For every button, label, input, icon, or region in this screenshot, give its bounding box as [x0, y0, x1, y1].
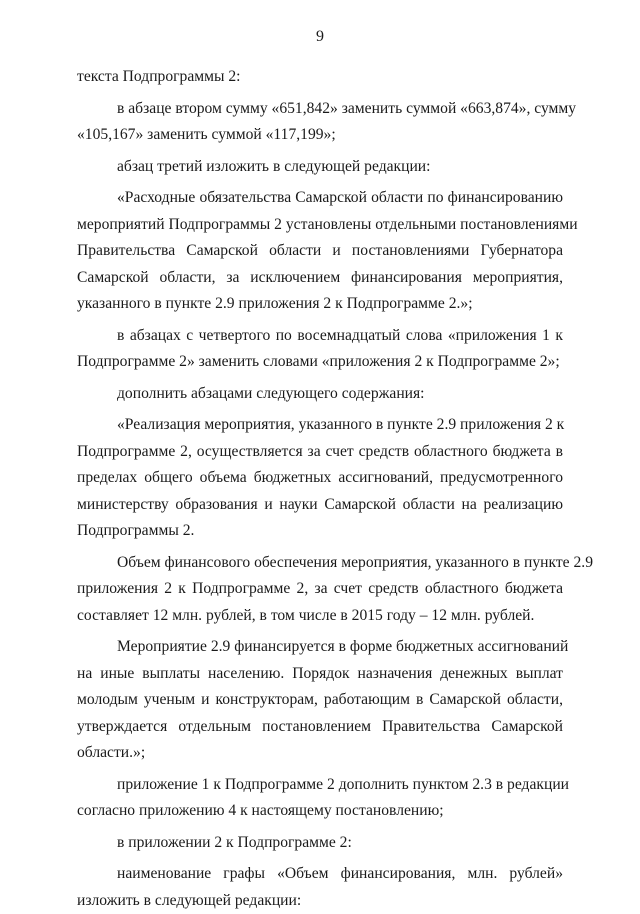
paragraph: [77, 861, 563, 914]
paragraph-line: изложить в следующей редакции:: [77, 888, 563, 914]
paragraph-line: области.»;: [77, 740, 563, 767]
paragraph-line: пределах общего объема бюджетных ассигнований, предусмотренного: [77, 465, 563, 492]
paragraph-line: Правительства Самарской области и постановлениями Губернатора: [77, 238, 563, 265]
paragraph-line: «Реализация мероприятия, указанного в пункте 2.9 приложения 2 к: [77, 412, 563, 439]
paragraph: [77, 412, 563, 545]
paragraph-line: мероприятий Подпрограммы 2 установлены отдельными постановлениями: [77, 212, 563, 239]
paragraph-line: приложения 2 к Подпрограмме 2, за счет средств областного бюджета: [77, 576, 563, 603]
paragraph-line: Подпрограмме 2» заменить словами «приложения 2 к Подпрограмме 2»;: [77, 349, 563, 376]
paragraph-line: «105,167» заменить суммой «117,199»;: [77, 122, 563, 149]
paragraph-line: абзац третий изложить в следующей редакции:: [77, 154, 563, 181]
paragraph: [77, 64, 563, 91]
paragraph-line: согласно приложению 4 к настоящему постановлению;: [77, 798, 563, 825]
paragraph-line: министерству образования и науки Самарской области на реализацию: [77, 492, 563, 519]
paragraph: [77, 154, 563, 181]
paragraph-line: в приложении 2 к Подпрограмме 2:: [77, 830, 563, 857]
paragraph-line: Самарской области, за исключением финансирования мероприятия,: [77, 265, 563, 292]
paragraph-line: Подпрограмме 2, осуществляется за счет средств областного бюджета в: [77, 439, 563, 466]
paragraph-line: утверждается отдельным постановлением Правительства Самарской: [77, 714, 563, 741]
paragraph-line: Мероприятие 2.9 финансируется в форме бюджетных ассигнований: [77, 634, 563, 661]
paragraph: [77, 381, 563, 408]
paragraph-line: составляет 12 млн. рублей, в том числе в 2015 году – 12 млн. рублей.: [77, 603, 563, 630]
paragraph: [77, 185, 563, 318]
paragraph-line: наименование графы «Объем финансирования, млн. рублей»: [77, 861, 563, 888]
paragraph-line: указанного в пункте 2.9 приложения 2 к Подпрограмме 2.»;: [77, 291, 563, 318]
document-body: [77, 64, 563, 914]
paragraph-line: приложение 1 к Подпрограмме 2 дополнить пунктом 2.3 в редакции: [77, 772, 563, 799]
paragraph-line: Объем финансового обеспечения мероприятия, указанного в пункте 2.9: [77, 550, 563, 577]
paragraph: [77, 323, 563, 376]
paragraph-line: Подпрограммы 2.: [77, 518, 563, 545]
page-number: 9: [0, 27, 640, 47]
paragraph-line: молодым ученым и конструкторам, работающим в Самарской области,: [77, 687, 563, 714]
paragraph-line: на иные выплаты населению. Порядок назначения денежных выплат: [77, 661, 563, 688]
paragraph-line: в абзаце втором сумму «651,842» заменить суммой «663,874», сумму: [77, 96, 563, 123]
paragraph-line: текста Подпрограммы 2:: [77, 64, 563, 91]
paragraph-line: «Расходные обязательства Самарской области по финансированию: [77, 185, 563, 212]
paragraph: [77, 634, 563, 767]
paragraph-line: в абзацах с четвертого по восемнадцатый слова «приложения 1 к: [77, 323, 563, 350]
paragraph: [77, 96, 563, 149]
paragraph: [77, 830, 563, 857]
paragraph: [77, 772, 563, 825]
paragraph-line: дополнить абзацами следующего содержания:: [77, 381, 563, 408]
paragraph: [77, 550, 563, 630]
